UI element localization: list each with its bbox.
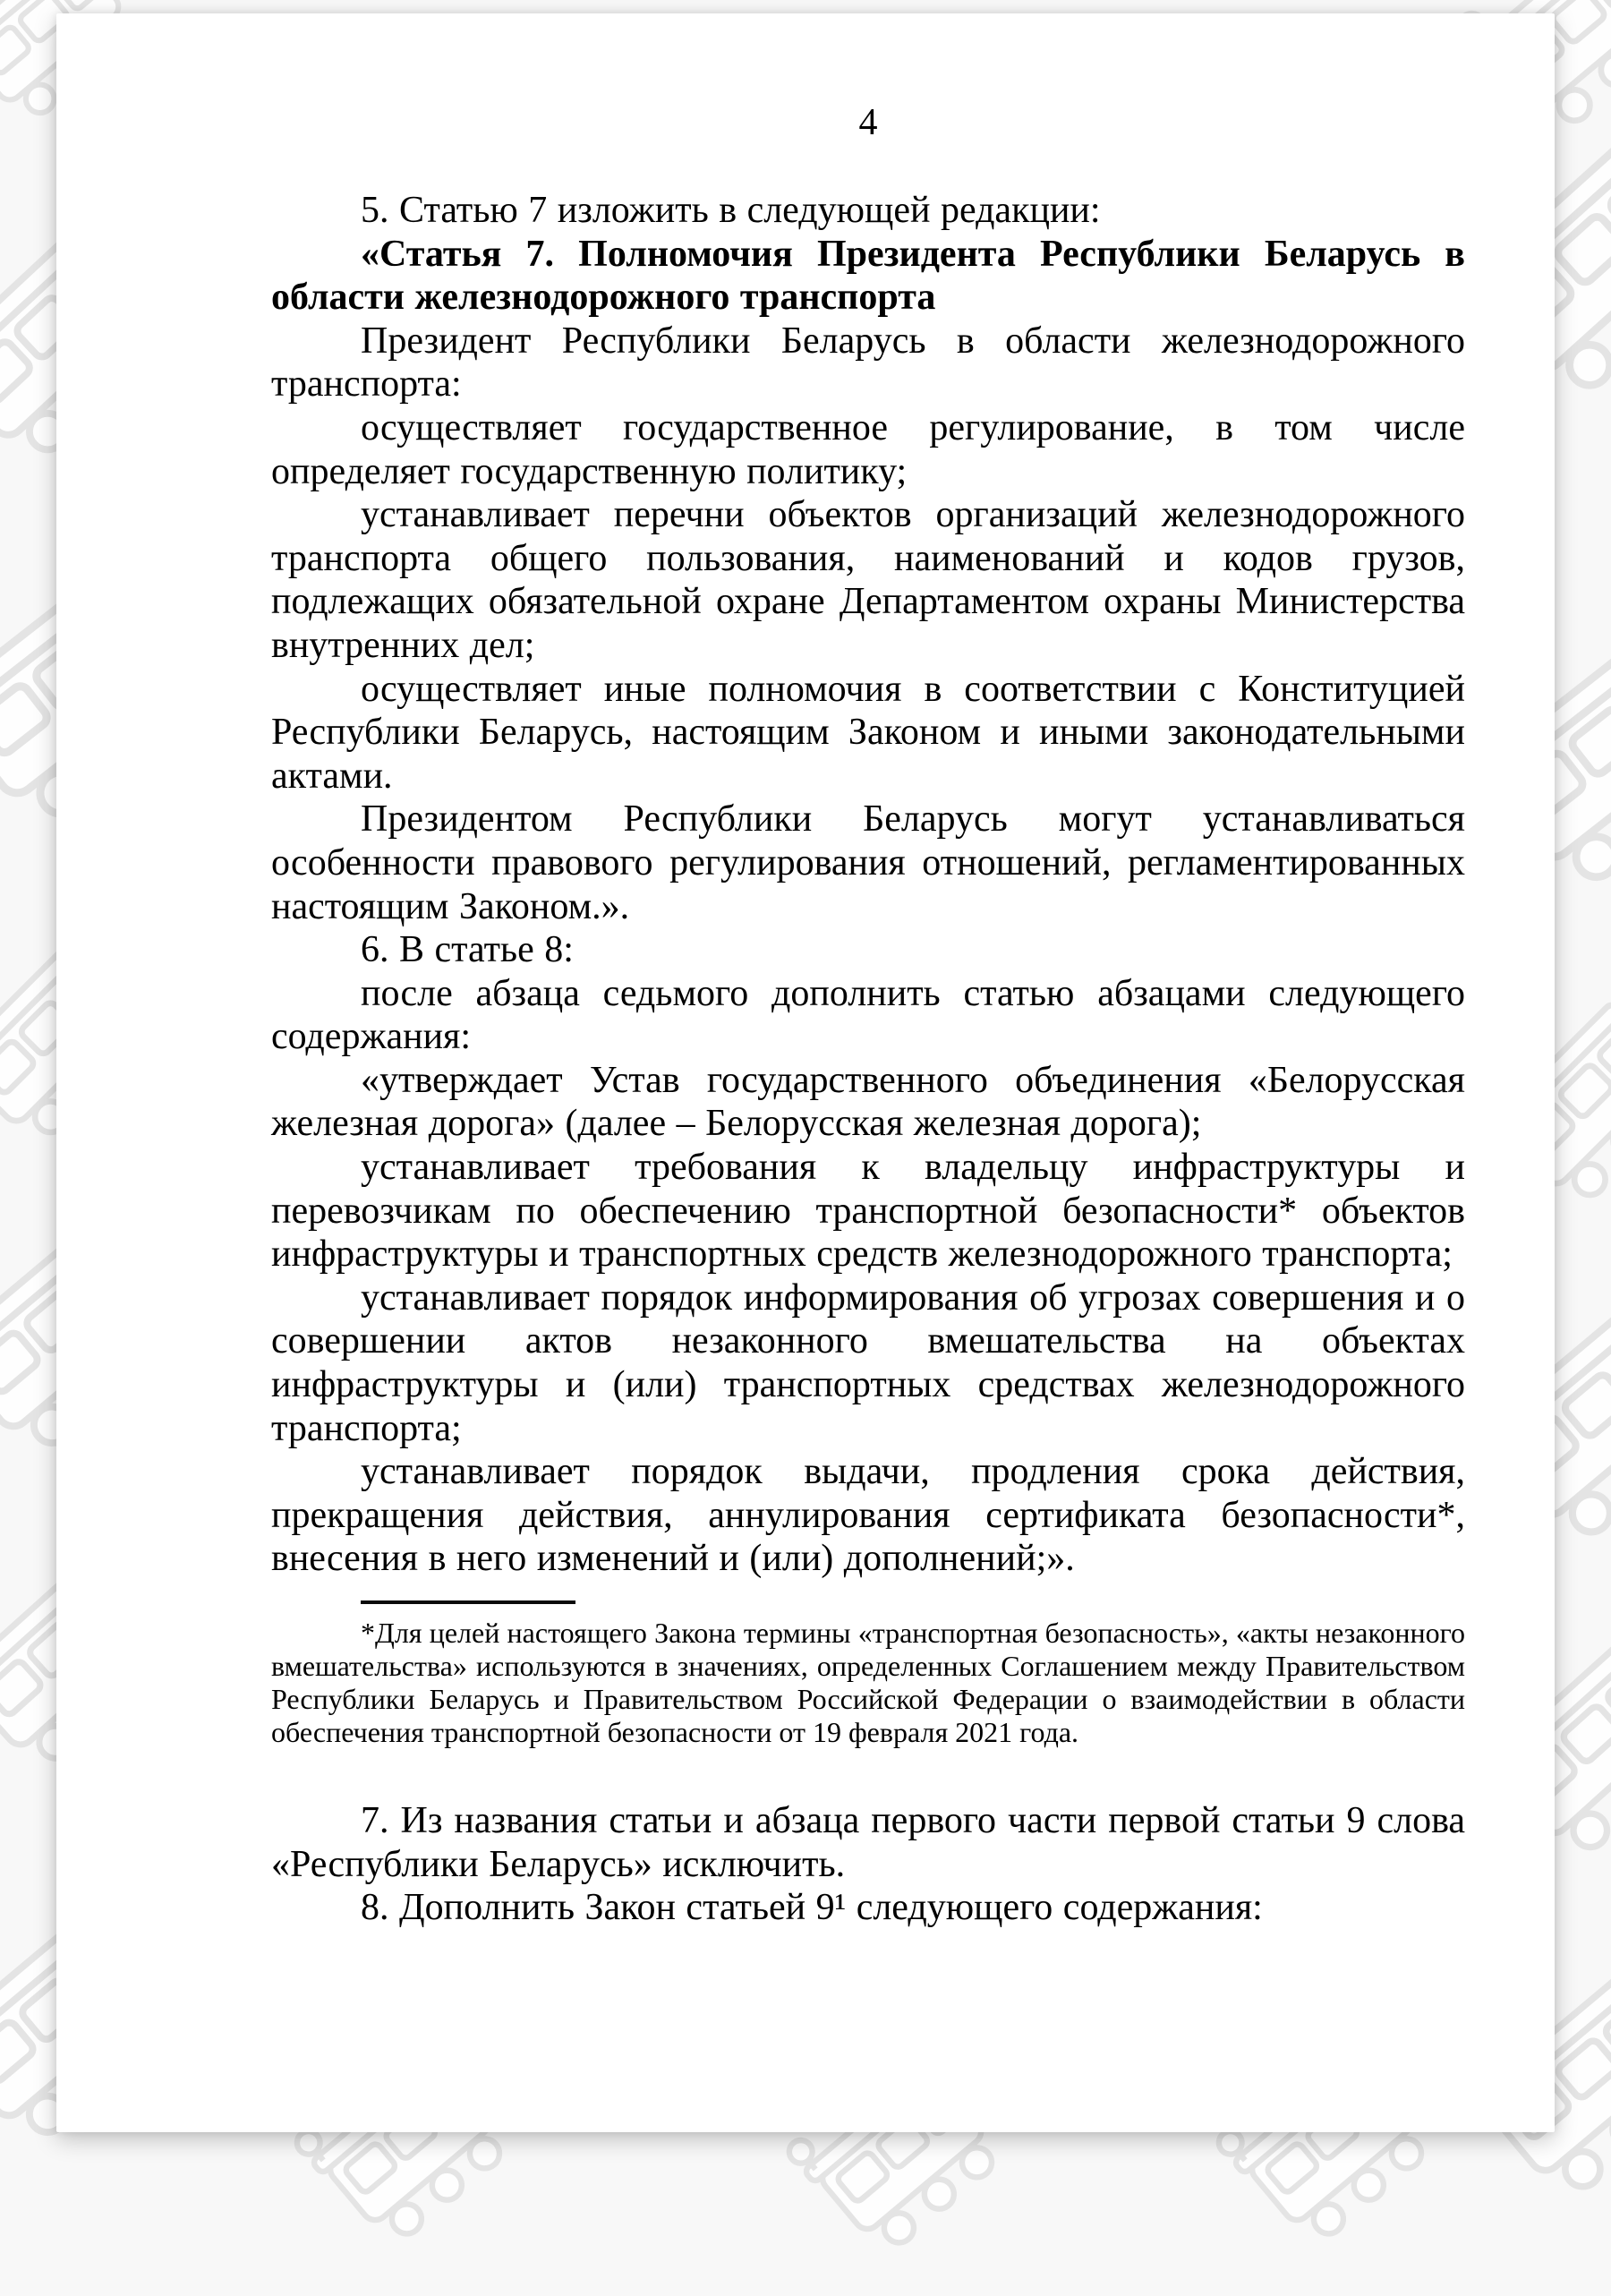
paragraph: Президент Республики Беларусь в области железнодорожного транспорта: <box>271 320 1465 405</box>
footnote-text: *Для целей настоящего Закона термины «транспортная безопасность», «акты незаконного вмешательства» используются в значениях, определенных Соглашением между Правительством Республики Беларусь и Правительством Российской Федерации о взаимодействии в области обеспечения транспортной безопасности от 19 февраля 2021 года. <box>271 1617 1465 1748</box>
paragraph: устанавливает требования к владельцу инфраструктуры и перевозчикам по обеспечению транспортной безопасности* объектов инфраструктуры и транспортных средств железнодорожного транспорта; <box>271 1147 1465 1276</box>
article-7-heading-line2: области железнодорожного транспорта <box>271 277 936 319</box>
paragraph-item-6: 6. В статье 8: <box>361 929 574 971</box>
paragraph: Президентом Республики Беларусь могут устанавливаться особенности правового регулирования отношений, регламентированных настоящим Законом.». <box>271 798 1465 927</box>
paragraph: осуществляет иные полномочия в соответствии с Конституцией Республики Беларусь, настоящим Законом и иными законодательными актами. <box>271 668 1465 797</box>
paragraph: устанавливает порядок выдачи, продления срока действия, прекращения действия, аннулирования сертификата безопасности*, внесения в него изменений и (или) дополнений;». <box>271 1451 1465 1580</box>
page-number: 4 <box>858 102 878 143</box>
paragraph: устанавливает порядок информирования об угрозах совершения и о совершении актов незаконного вмешательства на объектах инфраструктуры и (или) транспортных средствах железнодорожного транспорта; <box>271 1276 1465 1449</box>
paragraph: осуществляет государственное регулирование, в том числе определяет государственную политику; <box>271 406 1465 492</box>
paragraph-item-5: 5. Статью 7 изложить в следующей редакции: <box>361 190 1101 231</box>
article-7-heading <box>271 233 1465 320</box>
document-page <box>56 13 1555 2132</box>
paragraph-item-8: 8. Дополнить Закон статьей 9¹ следующего содержания: <box>361 1887 1263 1929</box>
article-7-heading-line1: «Статья 7. Полномочия Президента Республики Беларусь в <box>361 233 1465 275</box>
paragraph: устанавливает перечни объектов организаций железнодорожного транспорта общего пользования, наименований и кодов грузов, подлежащих обязательной охране Департаментом охраны Министерства внутренних дел; <box>271 494 1465 666</box>
spacer <box>271 1749 1465 1799</box>
paragraph: «утверждает Устав государственного объединения «Белорусская железная дорога» (далее – Белорусская железная дорога); <box>271 1059 1465 1145</box>
page-content <box>271 101 1465 1930</box>
paragraph: после абзаца седьмого дополнить статью абзацами следующего содержания: <box>271 972 1465 1058</box>
footnote-separator <box>361 1600 575 1604</box>
paragraph-item-7: 7. Из названия статьи и абзаца первого части первой статьи 9 слова «Республики Беларусь» исключить. <box>271 1800 1465 1885</box>
